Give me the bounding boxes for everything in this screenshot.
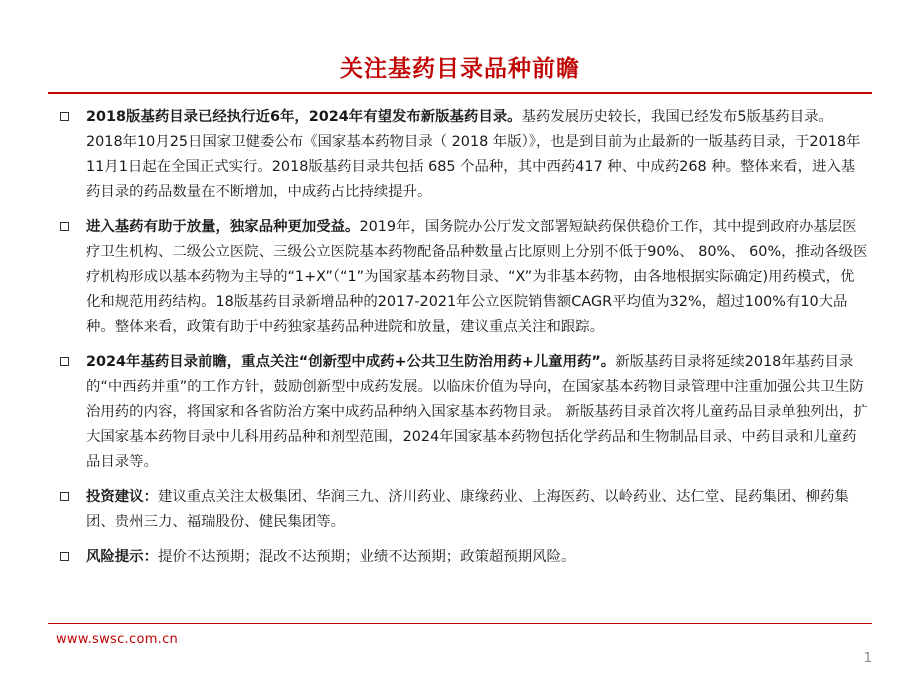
paragraph-outlook xyxy=(60,350,868,475)
page-number: 1 xyxy=(863,651,872,666)
paragraph-lead: 风险提示： xyxy=(86,549,158,565)
paragraph-body: 建议重点关注太极集团、华润三九、济川药业、康缘药业、上海医药、以岭药业、达仁堂、昆药集团、柳药集团、贵州三力、福瑞股份、健民集团等。 xyxy=(86,489,849,530)
content-body xyxy=(60,105,868,580)
square-bullet-icon xyxy=(60,112,69,121)
footer-divider xyxy=(48,623,872,624)
paragraph-lead: 投资建议： xyxy=(86,489,158,505)
page-title: 关注基药目录品种前瞻 xyxy=(340,56,580,82)
paragraph-lead: 进入基药有助于放量，独家品种更加受益。 xyxy=(86,219,360,235)
square-bullet-icon xyxy=(60,357,69,366)
paragraph-volume xyxy=(60,215,868,340)
square-bullet-icon xyxy=(60,492,69,501)
square-bullet-icon xyxy=(60,222,69,231)
square-bullet-icon xyxy=(60,552,69,561)
footer-url: www.swsc.com.cn xyxy=(56,632,179,647)
title-divider xyxy=(48,92,872,94)
paragraph-risk xyxy=(60,545,868,570)
paragraph-lead: 2018版基药目录已经执行近6年，2024年有望发布新版基药目录。 xyxy=(86,109,522,125)
paragraph-body: 提价不达预期；混改不达预期；业绩不达预期；政策超预期风险。 xyxy=(157,549,576,565)
paragraph-body: 基药发展历史较长，我国已经发布5版基药目录。2018年10月25日国家卫健委公布《国家基本药物目录（ 2018 年版）》，也是到目前为止最新的一版基药目录，于2018年11月1日起在全国正式实行。2018版基药目录共包括 685 个品种，其中西药417 种、中成药268 种。整体来看，进入基药目录的药品数量在不断增加，中成药占比持续提升。 xyxy=(86,109,861,200)
paragraph-body: 新版基药目录将延续2018年基药目录的“中西药并重”的工作方针，鼓励创新型中成药发展。以临床价值为导向，在国家基本药物目录管理中注重加强公共卫生防治用药的内容，将国家和各省防治方案中成药品种纳入国家基本药物目录。 新版基药目录首次将儿童药品目录单独列出，扩大国家基本药物目录中儿科用药品种和剂型范围，2024年国家基本药物包括化学药品和生物制品目录、中药目录和儿童药品目录等。 xyxy=(86,354,868,470)
paragraph-investment xyxy=(60,485,868,535)
paragraph-body: 2019年，国务院办公厅发文部署短缺药保供稳价工作，其中提到政府办基层医疗卫生机构、二级公立医院、三级公立医院基本药物配备品种数量占比原则上分别不低于90%、 80%、 60%，推动各级医疗机构形成以基本药物为主导的“1+X”（“1”为国家基本药物目录、“X”为非基本药物，由各地根据实际确定)用药模式，优化和规范用药结构。18版基药目录新增品种的2017-2021年公立医院销售额CAGR平均值为32%，超过100%有10大品种。整体来看，政策有助于中药独家基药品种进院和放量，建议重点关注和跟踪。 xyxy=(86,219,868,335)
paragraph-release xyxy=(60,105,868,205)
paragraph-lead: 2024年基药目录前瞻，重点关注“创新型中成药+公共卫生防治用药+儿童用药”。 xyxy=(86,354,616,370)
